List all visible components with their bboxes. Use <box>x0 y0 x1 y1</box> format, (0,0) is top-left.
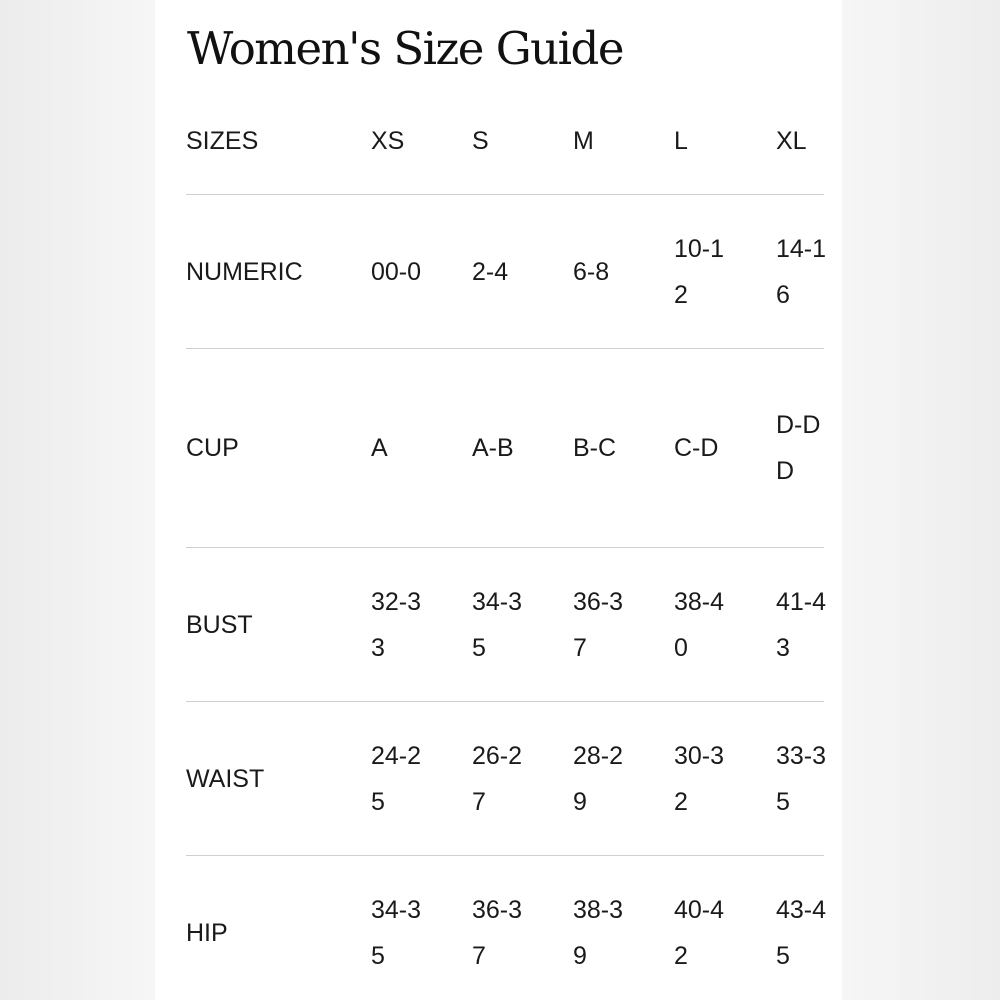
table-row-waist <box>155 702 842 855</box>
page-title: Women's Size Guide <box>187 22 623 75</box>
table-cell: 32-33 <box>371 587 422 662</box>
table-cell: 36-37 <box>573 587 624 662</box>
table-cell: 6-8 <box>573 257 610 286</box>
table-cell: 28-29 <box>573 741 624 816</box>
table-header-row <box>155 118 842 164</box>
header-sizes: SIZES <box>186 127 259 155</box>
row-label: HIP <box>186 918 228 947</box>
row-label: BUST <box>186 610 253 639</box>
table-cell: 00-0 <box>371 257 422 286</box>
table-cell: 24-25 <box>371 741 422 816</box>
table-cell: A-B <box>472 434 514 462</box>
table-cell: 36-37 <box>472 895 523 970</box>
table-cell: C-D <box>674 434 719 462</box>
table-cell: 38-40 <box>674 587 725 662</box>
table-cell: 40-42 <box>674 895 725 970</box>
header-s: S <box>472 127 489 155</box>
header-l: L <box>674 127 688 155</box>
table-cell: 38-39 <box>573 895 624 970</box>
table-cell: 34-35 <box>371 895 422 970</box>
table-cell: 26-27 <box>472 741 523 816</box>
row-label: CUP <box>186 434 239 462</box>
table-row-cup <box>155 349 842 547</box>
header-xl: XL <box>776 127 807 155</box>
table-row-hip <box>155 856 842 1000</box>
table-cell: 10-12 <box>674 234 725 309</box>
table-cell: 34-35 <box>472 587 523 662</box>
row-label: NUMERIC <box>186 257 303 286</box>
table-row-numeric <box>155 195 842 348</box>
table-cell: 41-43 <box>776 587 827 662</box>
row-label: WAIST <box>186 764 265 793</box>
header-xs: XS <box>371 127 405 155</box>
table-cell: A <box>371 434 388 462</box>
table-cell: 14-16 <box>776 234 827 309</box>
table-cell: 33-35 <box>776 741 827 816</box>
table-cell: 30-32 <box>674 741 725 816</box>
header-m: M <box>573 127 594 155</box>
table-cell: D-DD <box>776 411 821 485</box>
table-cell: 43-45 <box>776 895 827 970</box>
table-row-bust <box>155 548 842 701</box>
background-right <box>842 0 1000 1000</box>
background-left <box>0 0 155 1000</box>
size-guide-card <box>155 0 842 1000</box>
table-cell: 2-4 <box>472 257 509 286</box>
table-cell: B-C <box>573 434 617 462</box>
